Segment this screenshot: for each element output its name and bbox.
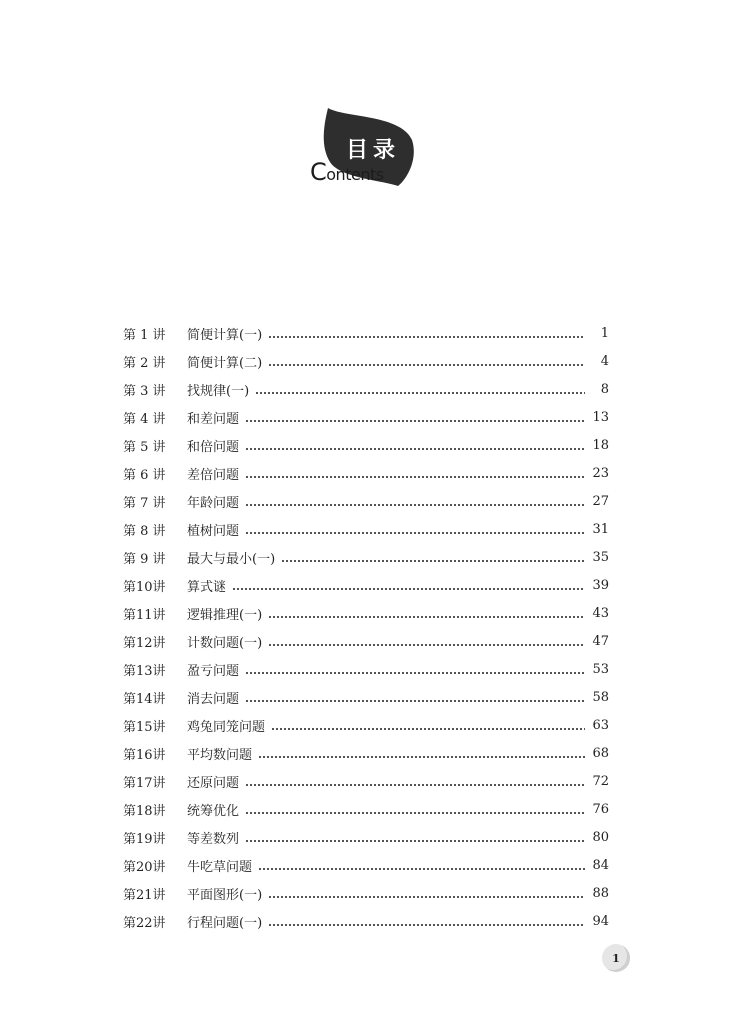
title-english: Contents: [310, 158, 384, 186]
page-ref: 8: [600, 381, 609, 397]
page-ref: 94: [592, 913, 609, 929]
page-ref: 72: [592, 773, 609, 789]
dot-leader: [268, 327, 585, 340]
lecture-title: 差倍问题: [187, 467, 240, 483]
lecture-number: 第 3 讲: [123, 383, 166, 399]
toc-entry[interactable]: [123, 879, 609, 907]
dot-leader: [245, 467, 585, 480]
page-ref: 23: [592, 465, 609, 481]
page-ref: 63: [592, 717, 609, 733]
dot-leader: [258, 747, 585, 760]
lecture-number: 第 9 讲: [123, 551, 166, 567]
dot-leader: [245, 663, 585, 676]
dot-leader: [245, 775, 585, 788]
lecture-title: 找规律(一): [187, 383, 250, 399]
dot-leader: [268, 887, 585, 900]
dot-leader: [268, 635, 585, 648]
lecture-number: 第11讲: [123, 607, 166, 623]
lecture-title: 消去问题: [187, 691, 240, 707]
page-ref: 58: [592, 689, 609, 705]
lecture-number: 第 5 讲: [123, 439, 166, 455]
toc-entry[interactable]: [123, 487, 609, 515]
lecture-number: 第12讲: [123, 635, 166, 651]
lecture-number: 第15讲: [123, 719, 166, 735]
toc-entry[interactable]: [123, 375, 609, 403]
dot-leader: [245, 803, 585, 816]
toc-entry[interactable]: [123, 823, 609, 851]
toc-entry[interactable]: [123, 711, 609, 739]
lecture-title: 最大与最小(一): [187, 551, 276, 567]
lecture-title: 和差问题: [187, 411, 240, 427]
toc-entry[interactable]: [123, 403, 609, 431]
toc-entry[interactable]: [123, 431, 609, 459]
dot-leader: [245, 411, 585, 424]
dot-leader: [271, 719, 585, 732]
lecture-title: 平均数问题: [187, 747, 253, 763]
toc-entry[interactable]: [123, 571, 609, 599]
lecture-title: 简便计算(二): [187, 355, 263, 371]
dot-leader: [268, 355, 585, 368]
lecture-number: 第 8 讲: [123, 523, 166, 539]
page-ref: 68: [592, 745, 609, 761]
lecture-number: 第 7 讲: [123, 495, 166, 511]
lecture-title: 牛吃草问题: [187, 859, 253, 875]
lecture-title: 还原问题: [187, 775, 240, 791]
lecture-number: 第10讲: [123, 579, 166, 595]
lecture-title: 盈亏问题: [187, 663, 240, 679]
title-chinese: 目录: [346, 138, 401, 163]
page-ref: 4: [600, 353, 609, 369]
toc-entry[interactable]: [123, 767, 609, 795]
page-ref: 43: [592, 605, 609, 621]
lecture-title: 等差数列: [187, 831, 240, 847]
lecture-number: 第14讲: [123, 691, 166, 707]
lecture-number: 第17讲: [123, 775, 166, 791]
page-ref: 13: [592, 409, 609, 425]
lecture-title: 统筹优化: [187, 803, 240, 819]
lecture-number: 第18讲: [123, 803, 166, 819]
toc-entry[interactable]: [123, 347, 609, 375]
lecture-number: 第 4 讲: [123, 411, 166, 427]
lecture-title: 植树问题: [187, 523, 240, 539]
toc-entry[interactable]: [123, 543, 609, 571]
dot-leader: [245, 831, 585, 844]
lecture-title: 简便计算(一): [187, 327, 263, 343]
page-ref: 47: [592, 633, 609, 649]
dot-leader: [268, 915, 585, 928]
page-ref: 80: [592, 829, 609, 845]
page-ref: 27: [592, 493, 609, 509]
dot-leader: [245, 439, 585, 452]
dot-leader: [245, 523, 585, 536]
lecture-title: 算式谜: [187, 579, 227, 595]
page-ref: 18: [592, 437, 609, 453]
dot-leader: [245, 495, 585, 508]
dot-leader: [255, 383, 585, 396]
lecture-number: 第 2 讲: [123, 355, 166, 371]
page-ref: 1: [600, 325, 609, 341]
toc-entry[interactable]: [123, 319, 609, 347]
lecture-number: 第 1 讲: [123, 327, 166, 343]
lecture-title: 和倍问题: [187, 439, 240, 455]
table-of-contents: [123, 319, 609, 935]
lecture-number: 第 6 讲: [123, 467, 166, 483]
page-number: 1: [602, 944, 630, 972]
toc-entry[interactable]: [123, 627, 609, 655]
page-ref: 84: [592, 857, 609, 873]
toc-entry[interactable]: [123, 683, 609, 711]
toc-entry[interactable]: [123, 459, 609, 487]
lecture-title: 平面图形(一): [187, 887, 263, 903]
toc-entry[interactable]: [123, 739, 609, 767]
toc-entry[interactable]: [123, 907, 609, 935]
lecture-title: 计数问题(一): [187, 635, 263, 651]
lecture-number: 第22讲: [123, 915, 166, 931]
dot-leader: [268, 607, 585, 620]
page-ref: 35: [592, 549, 609, 565]
lecture-number: 第16讲: [123, 747, 166, 763]
contents-header: [300, 100, 430, 200]
lecture-number: 第20讲: [123, 859, 166, 875]
dot-leader: [281, 551, 585, 564]
lecture-title: 年龄问题: [187, 495, 240, 511]
page-ref: 53: [592, 661, 609, 677]
lecture-number: 第13讲: [123, 663, 166, 679]
lecture-title: 逻辑推理(一): [187, 607, 263, 623]
page-ref: 39: [592, 577, 609, 593]
page-ref: 76: [592, 801, 609, 817]
toc-entry[interactable]: [123, 795, 609, 823]
page-ref: 31: [592, 521, 609, 537]
lecture-title: 鸡兔同笼问题: [187, 719, 266, 735]
dot-leader: [232, 579, 585, 592]
toc-entry[interactable]: [123, 515, 609, 543]
lecture-number: 第21讲: [123, 887, 166, 903]
dot-leader: [258, 859, 585, 872]
lecture-title: 行程问题(一): [187, 915, 263, 931]
dot-leader: [245, 691, 585, 704]
lecture-number: 第19讲: [123, 831, 166, 847]
toc-entry[interactable]: [123, 655, 609, 683]
toc-entry[interactable]: [123, 851, 609, 879]
toc-entry[interactable]: [123, 599, 609, 627]
page-ref: 88: [592, 885, 609, 901]
